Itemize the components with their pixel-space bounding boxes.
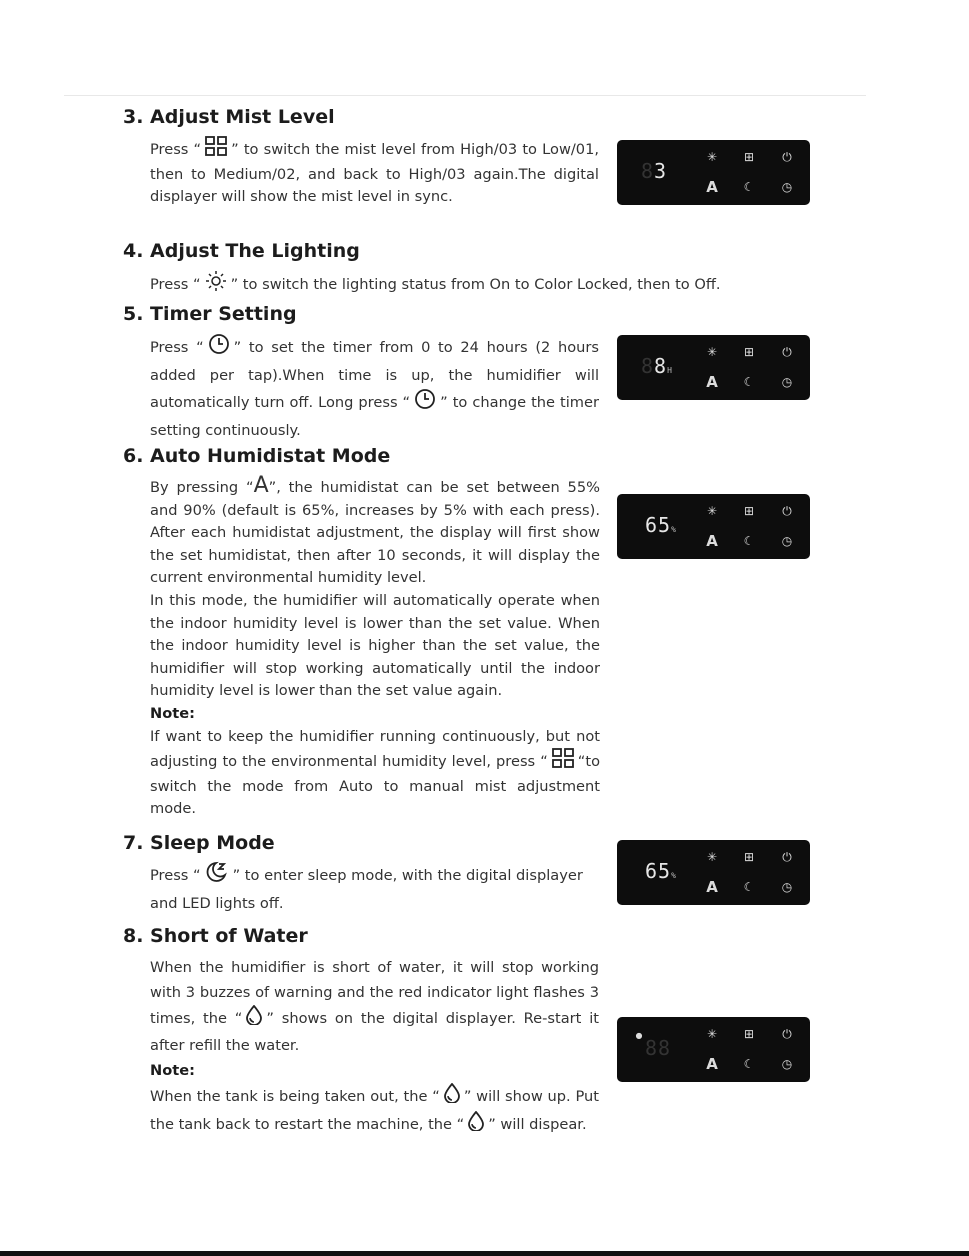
sleep-icon: ☾ bbox=[743, 880, 755, 894]
auto-A-icon: A bbox=[706, 532, 718, 550]
water-drop-icon bbox=[468, 1111, 484, 1139]
timer-text: Press “ ” to set the timer from 0 to 24 hours (2 hours added per tap).When time is up, the humidifier will automatically turn off. Long press “ ” to change the timer setting continuously. bbox=[150, 333, 599, 443]
mist-grid-icon bbox=[552, 748, 574, 776]
bottom-border bbox=[0, 1251, 969, 1256]
heading-water: 8. Short of Water bbox=[123, 925, 308, 947]
power-icon: ⏻ bbox=[782, 345, 792, 359]
lighting-text: Press “ ” to switch the lighting status from On to Color Locked, then to Off. bbox=[150, 270, 810, 300]
auto-A-icon: A bbox=[706, 878, 718, 896]
control-panel-auto: 65% ✳ ⊞ ⏻ A ☾ ◷ bbox=[617, 494, 810, 559]
light-icon: ✳ bbox=[706, 1027, 718, 1041]
top-divider bbox=[64, 95, 866, 96]
auto-A-letter: A bbox=[253, 473, 269, 498]
light-sun-icon bbox=[205, 270, 227, 300]
timer-icon: ◷ bbox=[781, 534, 793, 548]
power-icon: ⏻ bbox=[782, 504, 792, 518]
water-text: When the humidifier is short of water, it will stop working with 3 buzzes of warning and the red indicator light flashes 3 times, the “ ” shows on the digital displayer. Re-start it after refill the water. Note: When the tank is being taken out, the “ ” will show up. Put the tank back to restart the machine, the “ ” will dispear. bbox=[150, 955, 599, 1139]
mist-icon: ⊞ bbox=[743, 504, 755, 518]
auto-A-icon: A bbox=[706, 373, 718, 391]
light-icon: ✳ bbox=[706, 850, 718, 864]
mist-icon: ⊞ bbox=[743, 850, 755, 864]
heading-lighting: 4. Adjust The Lighting bbox=[123, 240, 360, 262]
light-icon: ✳ bbox=[706, 345, 718, 359]
control-panel-timer: 88H ✳ ⊞ ⏻ A ☾ ◷ bbox=[617, 335, 810, 400]
auto-text: By pressing “A”, the humidistat can be set between 55% and 90% (default is 65%, increases by 5% with each press). After each humidistat adjustment, the display will first show the set humidistat, then after 10 seconds, it will display the current environmental humidity level. In this mode, the humidifier will automatically operate when the indoor humidity level is lower than the set value. When the indoor humidity level is higher than the set value, the humidifier will stop working automatically until the indoor humidity level is lower than the set value again. Note: If want to keep the humidifier running continuously, but not adjusting to the environmental humidity level, press “ “to switch the mode from Auto to manual mist adjustment mode. bbox=[150, 473, 601, 818]
control-panel-sleep: 65% ✳ ⊞ ⏻ A ☾ ◷ bbox=[617, 840, 810, 905]
timer-icon: ◷ bbox=[781, 1057, 793, 1071]
auto-A-icon: A bbox=[706, 1055, 718, 1073]
timer-icon: ◷ bbox=[781, 180, 793, 194]
timer-icon: ◷ bbox=[781, 375, 793, 389]
mist-icon: ⊞ bbox=[743, 150, 755, 164]
sleep-icon: ☾ bbox=[743, 180, 755, 194]
heading-timer: 5. Timer Setting bbox=[123, 303, 297, 325]
water-note-label: Note: bbox=[150, 1062, 195, 1079]
heading-mist: 3. Adjust Mist Level bbox=[123, 106, 335, 128]
light-icon: ✳ bbox=[706, 504, 718, 518]
auto-A-icon: A bbox=[706, 178, 718, 196]
mist-icon: ⊞ bbox=[743, 345, 755, 359]
timer-icon: ◷ bbox=[781, 880, 793, 894]
control-panel-mist: 83 ✳ ⊞ ⏻ A ☾ ◷ bbox=[617, 140, 810, 205]
light-icon: ✳ bbox=[706, 150, 718, 164]
water-drop-icon bbox=[444, 1083, 460, 1111]
power-icon: ⏻ bbox=[782, 150, 792, 164]
water-indicator-icon: ● bbox=[635, 1031, 643, 1040]
heading-sleep: 7. Sleep Mode bbox=[123, 832, 275, 854]
heading-auto: 6. Auto Humidistat Mode bbox=[123, 445, 391, 467]
timer-clock-icon bbox=[414, 388, 436, 418]
auto-para2: In this mode, the humidifier will automatically operate when the indoor humidity level is lower than the set value. When the indoor humidity level is higher than the set value, the humidifier will stop working automatically until the indoor humidity level is lower than the set value again. bbox=[150, 591, 600, 700]
sleep-icon: ☾ bbox=[743, 1057, 755, 1071]
power-icon: ⏻ bbox=[782, 1027, 792, 1041]
water-drop-icon bbox=[246, 1005, 262, 1033]
sleep-text: Press “ ” to enter sleep mode, with the digital displayer and LED lights off. bbox=[150, 861, 590, 916]
timer-clock-icon bbox=[208, 333, 230, 363]
sleep-moon-icon bbox=[205, 861, 229, 891]
sleep-icon: ☾ bbox=[743, 375, 755, 389]
sleep-icon: ☾ bbox=[743, 534, 755, 548]
control-panel-water: ● 88 ✳ ⊞ ⏻ A ☾ ◷ bbox=[617, 1017, 810, 1082]
mist-icon: ⊞ bbox=[743, 1027, 755, 1041]
mist-grid-icon bbox=[205, 136, 227, 164]
mist-text: Press “ ” to switch the mist level from High/03 to Low/01, then to Medium/02, and back to High/03 again.The digital displayer will show the mist level in sync. bbox=[150, 136, 599, 209]
auto-note-label: Note: bbox=[150, 704, 195, 722]
power-icon: ⏻ bbox=[782, 850, 792, 864]
